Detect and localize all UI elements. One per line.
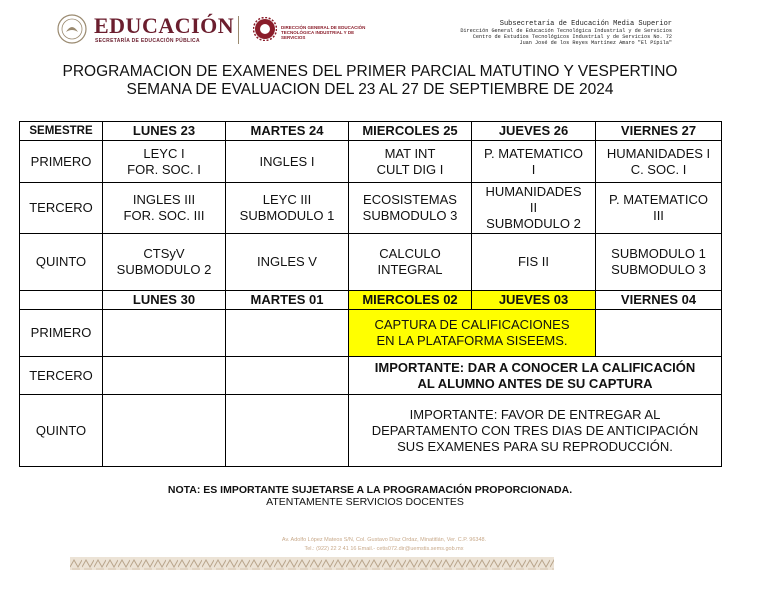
dgeti-logo-text: DIRECCIÓN GENERAL DE EDUCACIÓN TECNOLÓGICA INDUSTRIAL Y DE SERVICIOS <box>281 25 366 40</box>
exam-line: MAT INT <box>384 145 436 161</box>
institution-line: Centro de Estudios Tecnológicos Industrial y de Servicios No. 72 <box>472 34 672 41</box>
institution-lines <box>460 20 672 47</box>
exam-line: I <box>531 161 536 177</box>
institution-line: Juan José de los Reyes Martínez Amaro "El Pípila" <box>519 40 672 47</box>
exam-cell <box>103 141 226 183</box>
decorative-border-pattern <box>70 557 554 570</box>
notice-line: SUS EXAMENES PARA SU REPRODUCCIÓN. <box>397 438 673 454</box>
exam-line: ECOSISTEMAS <box>363 192 457 207</box>
education-logo-subtitle: SECRETARÍA DE EDUCACIÓN PÚBLICA <box>95 38 200 44</box>
empty-cell <box>226 395 349 467</box>
header-cell: VIERNES 04 <box>596 291 722 310</box>
semester-cell: PRIMERO <box>20 141 103 183</box>
exam-cell <box>349 183 472 234</box>
exam-cell <box>226 183 349 234</box>
exam-cell <box>596 183 722 234</box>
exam-line: P. MATEMATICO <box>484 145 583 161</box>
empty-cell <box>103 357 226 395</box>
exam-cell <box>472 183 596 234</box>
semester-cell: QUINTO <box>20 395 103 467</box>
empty-cell <box>596 310 722 357</box>
exam-line: FIS II <box>517 254 550 269</box>
exam-cell <box>226 234 349 291</box>
header-cell-highlighted: JUEVES 03 <box>472 291 596 310</box>
exam-cell <box>596 234 722 291</box>
notice-line: DEPARTAMENTO CON TRES DIAS DE ANTICIPACIÓN <box>371 422 699 438</box>
exam-line: LEYC III <box>262 192 312 207</box>
exam-line: II <box>529 200 538 215</box>
notice-line: EN LA PLATAFORMA SISEEMS. <box>376 333 568 348</box>
exam-line: SUBMODULO 2 <box>486 216 581 231</box>
education-logo-title: EDUCACIÓN <box>94 13 235 38</box>
header-cell: SEMESTRE <box>20 122 103 141</box>
exam-line: HUMANIDADES <box>485 184 582 199</box>
empty-cell <box>226 310 349 357</box>
exam-cell <box>103 234 226 291</box>
exam-line: LEYC I <box>143 145 185 161</box>
table-row <box>20 395 722 467</box>
exam-schedule-table <box>19 121 722 467</box>
header-cell <box>20 291 103 310</box>
header-cell-highlighted: MIERCOLES 02 <box>349 291 472 310</box>
exam-line: SUBMODULO 1 <box>611 246 706 261</box>
document-subtitle: SEMANA DE EVALUACION DEL 23 AL 27 DE SEPTIEMBRE DE 2024 <box>126 81 614 98</box>
exam-line: INGLES V <box>257 254 317 269</box>
important-note: NOTA: ES IMPORTANTE SUJETARSE A LA PROGRAMACIÓN PROPORCIONADA. <box>167 484 573 496</box>
header-cell: JUEVES 26 <box>472 122 596 141</box>
exam-cell <box>226 141 349 183</box>
table-row <box>20 357 722 395</box>
dgeti-gear-icon <box>253 17 277 41</box>
exam-cell <box>596 141 722 183</box>
exam-line: INGLES I <box>259 153 315 169</box>
footer-address-block <box>0 536 768 554</box>
important-notice-cell <box>349 395 722 467</box>
header-cell: LUNES 23 <box>103 122 226 141</box>
exam-line: SUBMODULO 3 <box>611 262 706 277</box>
empty-cell <box>103 395 226 467</box>
notice-line: AL ALUMNO ANTES DE SU CAPTURA <box>417 375 653 391</box>
notice-line: IMPORTANTE: FAVOR DE ENTREGAR AL <box>409 406 661 422</box>
document-title: PROGRAMACION DE EXAMENES DEL PRIMER PARCIAL MATUTINO Y VESPERTINO <box>62 63 678 80</box>
empty-cell <box>226 357 349 395</box>
exam-cell <box>349 141 472 183</box>
semester-cell: QUINTO <box>20 234 103 291</box>
institution-line: Subsecretaría de Educación Media Superior <box>499 20 672 28</box>
footer-address: Av. Adolfo López Mateos S/N, Col. Gustavo Díaz Ordaz, Minatitlán, Ver. C.P. 96348. <box>281 537 487 543</box>
header-row <box>20 122 722 141</box>
exam-line: CULT DIG I <box>376 161 444 177</box>
notice-line: IMPORTANTE: DAR A CONOCER LA CALIFICACIÓN <box>374 359 696 375</box>
exam-cell <box>103 183 226 234</box>
footer-contact: Tel.: (922) 22 2 41 16 Email.- cetis072.dir@uemstis.sems.gob.mx <box>304 546 464 552</box>
exam-line: SUBMODULO 1 <box>239 208 335 223</box>
exam-line: SUBMODULO 2 <box>116 262 212 277</box>
exam-line: III <box>653 208 664 223</box>
exam-line: P. MATEMATICO <box>609 192 708 207</box>
attentive-signoff: ATENTAMENTE SERVICIOS DOCENTES <box>266 496 464 508</box>
letterhead <box>0 0 768 56</box>
exam-line: CALCULO <box>379 246 441 261</box>
exam-cell <box>349 234 472 291</box>
notice-line: CAPTURA DE CALIFICACIONES <box>374 317 570 332</box>
header-cell: LUNES 30 <box>103 291 226 310</box>
table-row <box>20 141 722 183</box>
exam-line: CTSyV <box>143 246 185 261</box>
exam-line: FOR. SOC. III <box>123 208 205 223</box>
empty-cell <box>103 310 226 357</box>
exam-cell <box>472 141 596 183</box>
semester-cell: PRIMERO <box>20 310 103 357</box>
national-seal-icon <box>57 14 87 44</box>
logo-divider <box>238 16 239 44</box>
table-row <box>20 183 722 234</box>
exam-line: FOR. SOC. I <box>127 161 201 177</box>
exam-line: SUBMODULO 3 <box>362 208 458 223</box>
header-cell: MARTES 01 <box>226 291 349 310</box>
institution-line: Dirección General de Educación Tecnológica Industrial y de Servicios <box>460 28 672 34</box>
table-row <box>20 310 722 357</box>
header-row <box>20 291 722 310</box>
important-notice-cell <box>349 357 722 395</box>
exam-line: INTEGRAL <box>377 262 443 277</box>
semester-cell: TERCERO <box>20 357 103 395</box>
exam-line: HUMANIDADES I <box>606 145 711 161</box>
capture-notice-cell <box>349 310 596 357</box>
header-cell: MIERCOLES 25 <box>349 122 472 141</box>
semester-cell: TERCERO <box>20 183 103 234</box>
exam-line: C. SOC. I <box>630 161 687 177</box>
exam-line: INGLES III <box>132 192 196 207</box>
table-row <box>20 234 722 291</box>
exam-cell <box>472 234 596 291</box>
header-cell: VIERNES 27 <box>596 122 722 141</box>
header-cell: MARTES 24 <box>226 122 349 141</box>
